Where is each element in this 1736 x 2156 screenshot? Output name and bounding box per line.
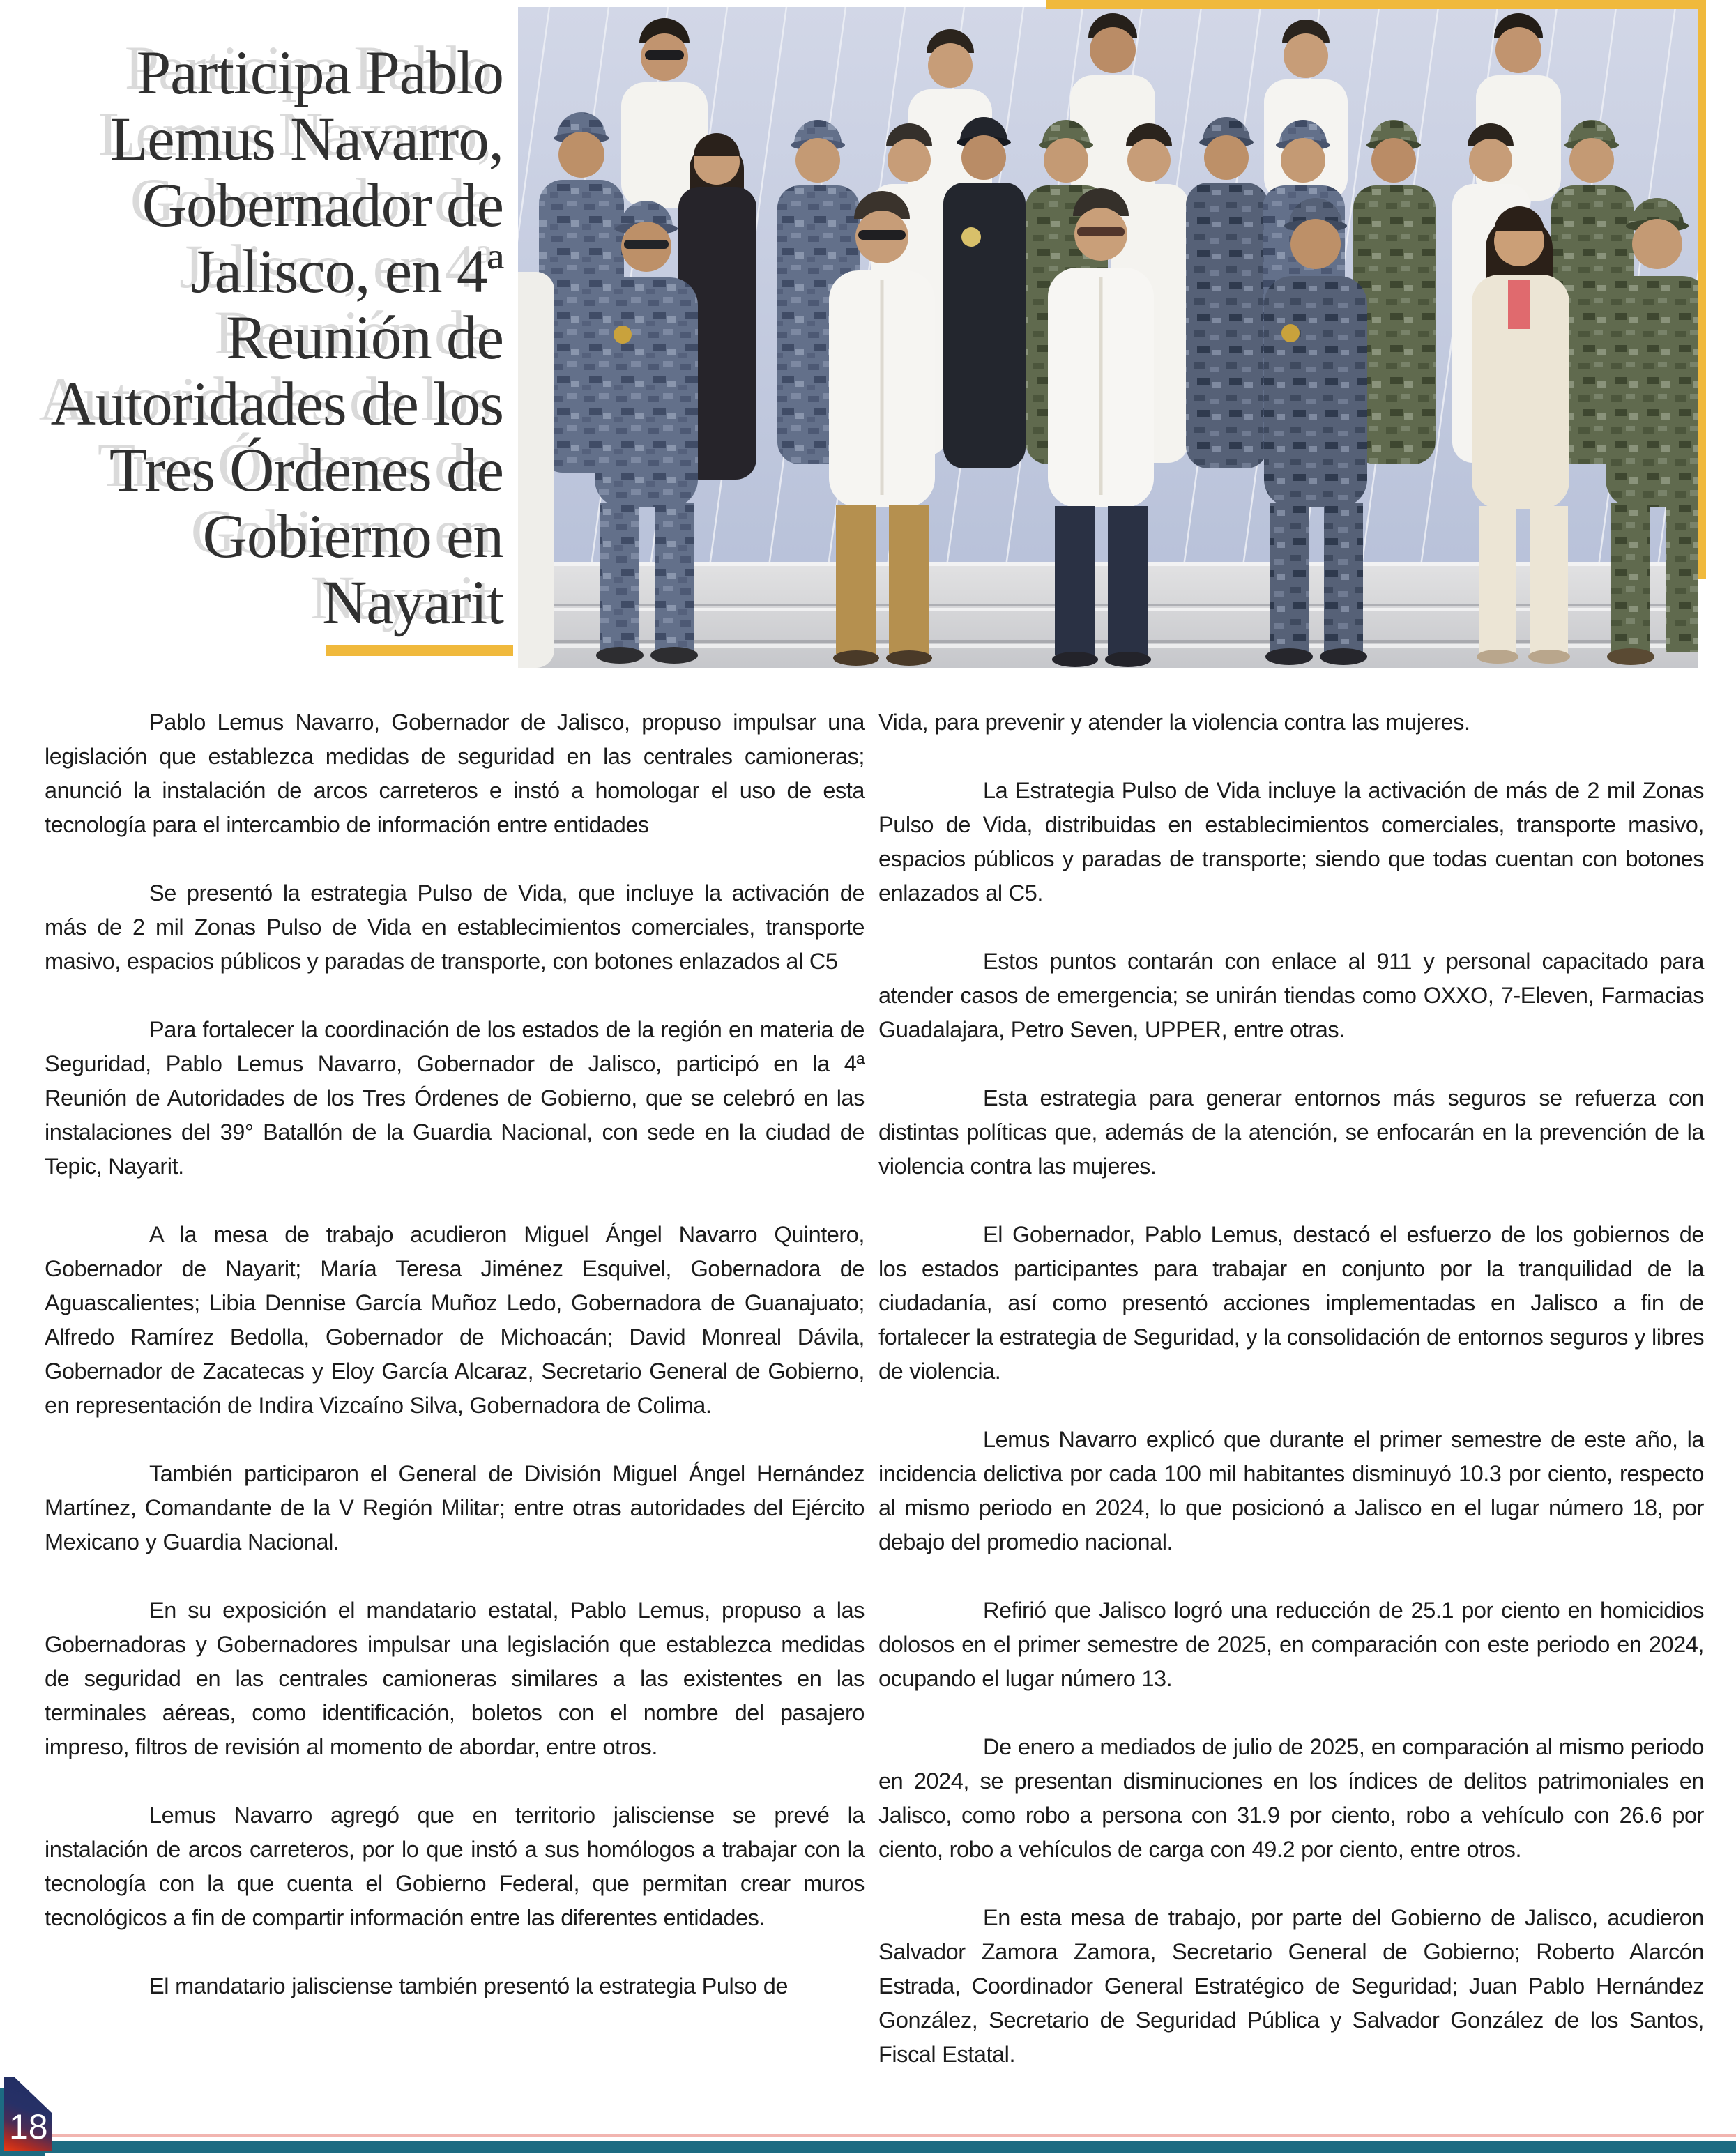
paragraph: Refirió que Jalisco logró una reducción de 25.1 por ciento en homicidios dolosos en el primer semestre de 2025, en comparación con este periodo en 2024, ocupando el lugar número 13. (878, 1598, 1704, 1691)
paragraph: Pablo Lemus Navarro, Gobernador de Jalisco, propuso impulsar una legislación que establezca medidas de seguridad en las centrales camioneras; anunció la instalación de arcos carreteros e instó a homologar el uso de esta tecnología para el intercambio de información entre entidades (45, 710, 865, 837)
paragraph: También participaron el General de División Miguel Ángel Hernández Martínez, Comandante de la V Región Militar; entre otras autoridades del Ejército Mexicano y Guardia Nacional. (45, 1461, 865, 1554)
group-photo (518, 7, 1698, 668)
article-column-right (878, 705, 1704, 2106)
page-title (26, 40, 503, 636)
headline-line: Gobierno en (202, 503, 503, 571)
headline-line: Autoridades de los (50, 370, 503, 438)
paragraph: El Gobernador, Pablo Lemus, destacó el esfuerzo de los gobiernos de los estados participantes para trabajar en conjunto por la tranquilidad de la ciudadanía, así como presentó acciones implementadas en Jalisco a fin de fortalecer la estrategia de Seguridad, y la consolidación de entornos seguros y libres de violencia. (878, 1222, 1704, 1384)
paragraph: Para fortalecer la coordinación de los estados de la región en materia de Seguridad, Pablo Lemus Navarro, Gobernador de Jalisco, participó en la 4ª Reunión de Autoridades de los Tres Órdenes de Gobierno, que se celebró en las instalaciones del 39° Batallón de la Guardia Nacional, con sede en la ciudad de Tepic, Nayarit. (45, 1017, 865, 1179)
paragraph: De enero a mediados de julio de 2025, en comparación al mismo periodo en 2024, se presentan disminuciones en los índices de delitos patrimoniales en Jalisco, como robo a persona con 31.9 por ciento, robo a vehículo con 26.6 por ciento, robo a vehículos de carga con 49.2 por ciento, entre otros. (878, 1734, 1704, 1862)
footer-teal-rule (0, 2141, 1736, 2153)
article-column-left (45, 705, 865, 2038)
yellow-top-accent-bar (1046, 0, 1706, 9)
yellow-right-accent-bar (1698, 0, 1706, 579)
paragraph: En su exposición el mandatario estatal, Pablo Lemus, propuso a las Gobernadoras y Gobernadores impulsar una legislación que establezca medidas de seguridad en las centrales camioneras similares a las existentes en las terminales aéreas, como identificación, boletos con el nombre del pasajero impreso, filtros de revisión al momento de abordar, entre otros. (45, 1598, 865, 1759)
paragraph: Esta estrategia para generar entornos más seguros se refuerza con distintas políticas que, además de la atención, se enfocarán en la prevención de la violencia contra las mujeres. (878, 1085, 1704, 1179)
headline-line: Tres Órdenes de (109, 436, 503, 505)
paragraph: Se presentó la estrategia Pulso de Vida, que incluye la activación de más de 2 mil Zonas Pulso de Vida en establecimientos comerciales, transporte masivo, espacios públicos y paradas de transporte, con botones enlazados al C5 (45, 880, 865, 974)
paragraph: A la mesa de trabajo acudieron Miguel Ángel Navarro Quintero, Gobernador de Nayarit; María Teresa Jiménez Esquivel, Gobernadora de Aguascalientes; Libia Dennise García Muñoz Ledo, Gobernadora de Guanajuato; Alfredo Ramírez Bedolla, Gobernador de Michoacán; David Monreal Dávila, Gobernador de Zacatecas y Eloy García Alcaraz, Secretario General de Gobierno, en representación de Indira Vizcaíno Silva, Gobernadora de Colima. (45, 1222, 865, 1418)
page-number-badge (4, 2077, 52, 2151)
page-number: 18 (9, 2107, 48, 2146)
paragraph: Vida, para prevenir y atender la violencia contra las mujeres. (878, 710, 1470, 735)
headline-line: Gobernador de (142, 171, 503, 240)
footer-pink-rule (0, 2134, 1736, 2137)
headline-line: Nayarit (322, 569, 503, 637)
paragraph: Lemus Navarro explicó que durante el primer semestre de este año, la incidencia delictiva por cada 100 mil habitantes disminuyó 10.3 por ciento, respecto al mismo periodo en 2024, lo que posicionó a Jalisco en el lugar número 18, por debajo del promedio nacional. (878, 1427, 1704, 1554)
paragraph: Lemus Navarro agregó que en territorio jalisciense se prevé la instalación de arcos carreteros, por lo que instó a sus homólogos a trabajar con la tecnología con la que cuenta el Gobierno Federal, que permitan crear muros tecnológicos a fin de compartir información entre las diferentes entidades. (45, 1803, 865, 1930)
headline-line: Jalisco, en 4ª (190, 238, 503, 306)
paragraph: En esta mesa de trabajo, por parte del Gobierno de Jalisco, acudieron Salvador Zamora Zamora, Secretario General de Gobierno; Roberto Alarcón Estrada, Coordinador General Estratégico de Seguridad; Juan Pablo Hernández González, Secretario de Seguridad Pública y Salvador González de los Santos, Fiscal Estatal. (878, 1905, 1704, 2067)
headline-line: Participa Pablo (136, 39, 503, 107)
group-photo-illustration (518, 7, 1698, 668)
headline-line: Lemus Navarro, (109, 105, 503, 174)
headline-underline-accent (326, 645, 513, 656)
paragraph: La Estrategia Pulso de Vida incluye la activación de más de 2 mil Zonas Pulso de Vida, distribuidas en establecimientos comerciales, transporte masivo, espacios públicos y paradas de transporte; siendo que todas cuentan con botones enlazados al C5. (878, 778, 1704, 905)
paragraph: Estos puntos contarán con enlace al 911 y personal capacitado para atender casos de emergencia; se unirán tiendas como OXXO, 7-Eleven, Farmacias Guadalajara, Petro Seven, UPPER, entre otras. (878, 949, 1704, 1042)
paragraph: El mandatario jalisciense también presentó la estrategia Pulso de (149, 1973, 788, 1998)
headline-line: Reunión de (226, 304, 503, 372)
